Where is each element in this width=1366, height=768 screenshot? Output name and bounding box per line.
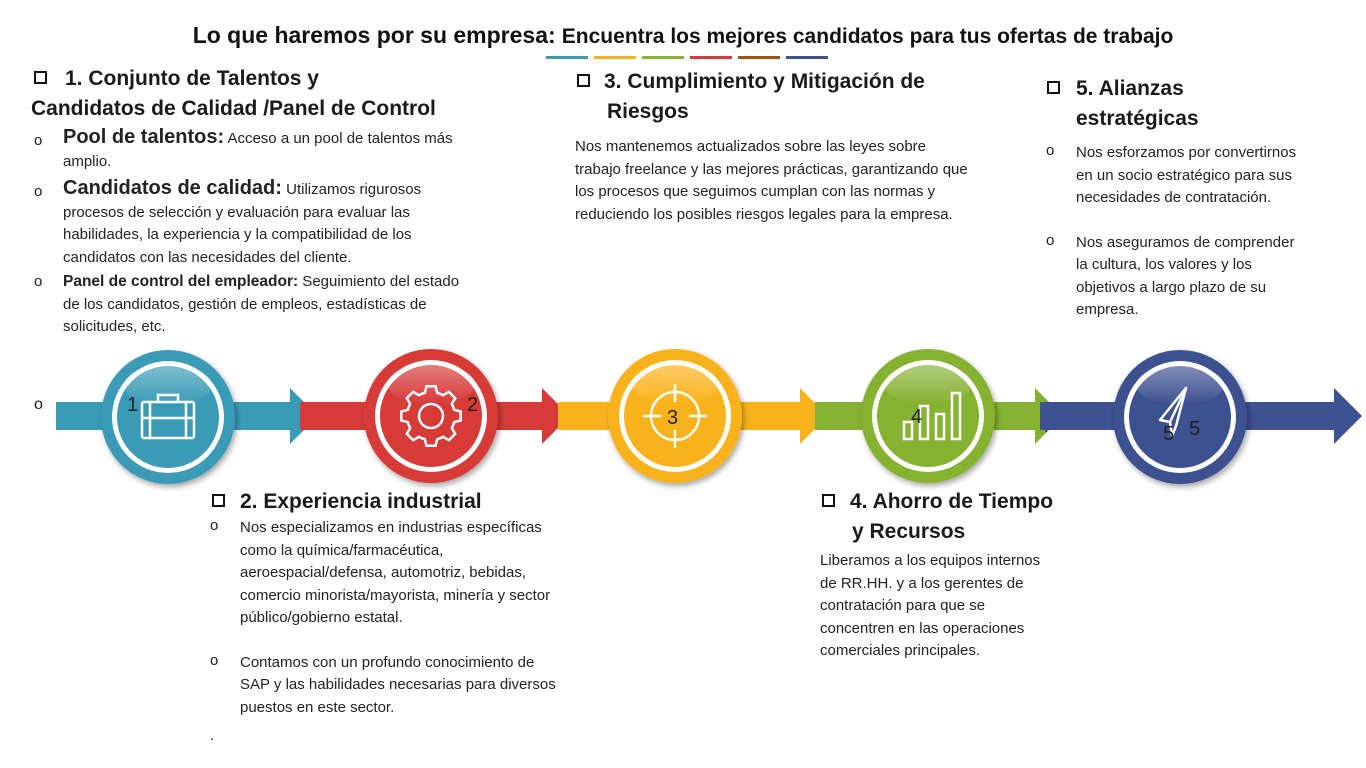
list-item: [34, 271, 524, 339]
section2-list: [210, 517, 580, 748]
list-item: [34, 126, 524, 173]
section4-title-line2: y Recursos: [852, 520, 966, 543]
section5-title: [1047, 74, 1347, 134]
section5-title-line1: 5. Alianzas: [1076, 77, 1184, 100]
section1-title-line1: 1. Conjunto de Talentos y: [65, 67, 319, 90]
list-item: [210, 517, 580, 630]
item-label: Pool de talentos:: [63, 126, 225, 148]
item-text: Nos especializamos en industrias específicas como la química/farmacéutica, aeroespacial/defensa, automotriz, bebidas, comercio minorista/mayorista, minería y sector público/gobierno estatal.: [240, 519, 551, 626]
item-text: Nos esforzamos por convertirnos en un socio estratégico para sus necesidades de contratación.: [1076, 144, 1297, 206]
item-text: Acceso a un pool de talentos más: [224, 130, 453, 147]
item-label: Panel de control del empleador:: [63, 273, 299, 290]
checkbox-icon: [1047, 81, 1060, 94]
item-text: Seguimiento del estado: [298, 273, 460, 290]
list-item: [1046, 142, 1316, 210]
step5-number-extra: 5: [1189, 418, 1201, 440]
color-bar: [546, 56, 588, 59]
item-text: Utilizamos rigurosos: [281, 181, 422, 198]
checkbox-icon: [577, 74, 590, 87]
color-bars: [546, 56, 828, 60]
step2-circle: [364, 349, 498, 483]
step3-number: 3: [667, 407, 679, 429]
process-diagram: [0, 340, 1366, 500]
page-title: [0, 22, 1366, 49]
checkbox-icon: [34, 71, 47, 84]
step2-number: 2: [467, 394, 479, 416]
section1-title-line2: Candidatos de Calidad /Panel de Control: [31, 97, 436, 120]
item-text-cont: procesos de selección y evaluación para evaluar las habilidades, la experiencia y la compatibilidad de los candidatos con las necesidades del cliente.: [63, 203, 412, 266]
section1-title: [31, 64, 554, 124]
item-text-cont: amplio.: [63, 152, 112, 170]
section5-title-line2: estratégicas: [1076, 107, 1199, 130]
bullet-icon: o: [210, 651, 219, 669]
step5-circle: [1113, 350, 1247, 484]
section2-title: [212, 487, 572, 517]
step5-number: 5: [1163, 423, 1175, 445]
section2-title-text: 2. Experiencia industrial: [240, 490, 482, 513]
step4-number: 4: [911, 406, 923, 428]
color-bar: [738, 56, 780, 59]
item-label: Candidatos de calidad:: [63, 177, 282, 199]
section3-title: [577, 67, 977, 127]
section3-text: Nos mantenemos actualizados sobre las leyes sobre trabajo freelance y las mejores prácticas, garantizando que los procesos que seguimos cumplan con las normas y reduciendo los posibles riesgos legales para la empresa.: [575, 138, 968, 223]
checkbox-icon: [822, 494, 835, 507]
item-text: Nos aseguramos de comprender la cultura, los valores y los objetivos a largo plazo de su empresa.: [1076, 233, 1295, 318]
item-text-cont: de los candidatos, gestión de empleos, estadísticas de solicitudes, etc.: [63, 295, 427, 335]
title-part2: Encuentra los mejores candidatos para tus ofertas de trabajo: [561, 25, 1174, 48]
step4-dot: .: [1044, 419, 1049, 436]
title-part1: Lo que haremos por su empresa:: [192, 22, 556, 48]
item-text: Contamos con un profundo conocimiento de SAP y las habilidades necesarias para diversos puestos en este sector.: [240, 653, 556, 716]
bullet-icon: o: [210, 517, 219, 534]
section4-title-line1: 4. Ahorro de Tiempo: [850, 490, 1054, 513]
section1-list: [34, 126, 524, 339]
bullet-icon: o: [34, 183, 43, 200]
bullet-icon: o: [34, 273, 43, 290]
color-bar: [786, 56, 828, 59]
color-bar: [642, 56, 684, 59]
step1-number: 1: [127, 394, 139, 416]
section5-list: [1046, 142, 1316, 322]
list-item: [210, 652, 580, 720]
section4-text: Liberamos a los equipos internos de RR.HH. y a los gerentes de contratación para que se concentren en las operaciones comerciales principales.: [820, 552, 1041, 659]
bullet-icon: o: [1046, 142, 1055, 159]
bullet-icon: o: [34, 132, 43, 149]
section3-title-line2: Riesgos: [607, 100, 689, 123]
section3-title-line1: 3. Cumplimiento y Mitigación de: [604, 70, 925, 93]
stray-bullet: o: [34, 396, 43, 413]
list-item: [34, 177, 524, 269]
color-bar: [690, 56, 732, 59]
list-item: [1046, 232, 1316, 322]
color-bar: [594, 56, 636, 59]
section4-title: [822, 487, 1122, 547]
bullet-icon: o: [1046, 231, 1055, 249]
checkbox-icon: [212, 494, 225, 507]
trailing-dot: .: [210, 727, 215, 744]
